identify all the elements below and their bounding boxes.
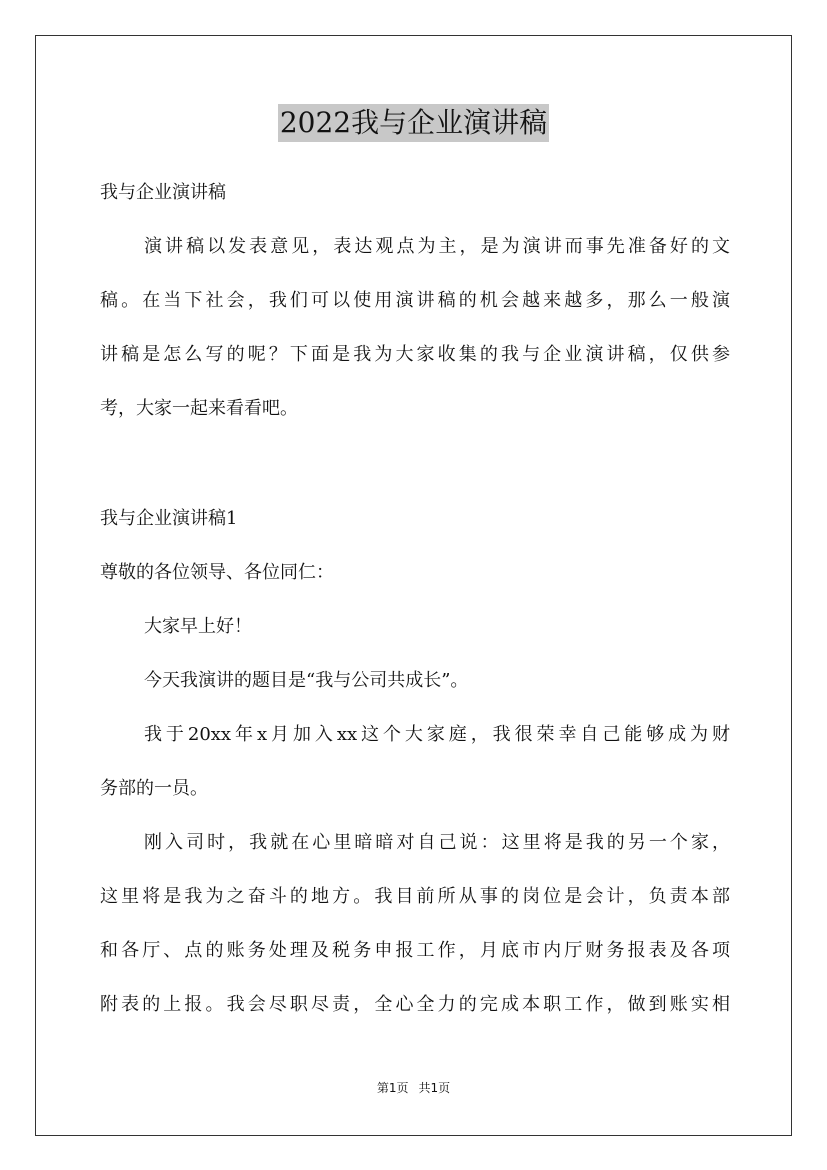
greeting	[100, 600, 730, 654]
paragraph-line: 这里将是我为之奋斗的地方。我目前所从事的岗位是会计，负责本部	[100, 886, 730, 907]
intro-line: 演讲稿以发表意见，表达观点为主，是为演讲而事先准备好的文	[144, 236, 730, 257]
document-title: 2022我与企业演讲稿	[278, 104, 549, 142]
greeting-text: 大家早上好！	[144, 616, 252, 637]
topic-text: 今天我演讲的题目是“我与公司共成长”。	[144, 670, 469, 691]
page-footer	[0, 1080, 827, 1096]
paragraph-line: 务部的一员。	[100, 778, 208, 799]
section-heading	[100, 492, 730, 546]
topic-paragraph	[100, 654, 730, 708]
paragraph-line: 和各厅、点的账务处理及税务申报工作，月底市内厅财务报表及各项	[100, 940, 730, 961]
page-number-current: 第1页	[376, 1081, 409, 1095]
paragraph-line: 附表的上报。我会尽职尽责，全心全力的完成本职工作，做到账实相	[100, 994, 730, 1015]
salutation	[100, 546, 730, 600]
intro-line: 稿。在当下社会，我们可以使用演讲稿的机会越来越多，那么一般演	[100, 290, 730, 311]
intro-paragraph	[100, 220, 730, 436]
paragraph-line: 我于20xx年x月加入xx这个大家庭，我很荣幸自己能够成为财	[144, 724, 730, 745]
paragraph-2	[100, 816, 730, 1032]
section-heading-text: 我与企业演讲稿1	[100, 508, 238, 529]
paragraph-1	[100, 708, 730, 816]
intro-line: 考，大家一起来看看吧。	[100, 398, 298, 419]
salutation-text: 尊敬的各位领导、各位同仁：	[100, 562, 334, 583]
page-number-total: 共1页	[418, 1081, 451, 1095]
intro-line: 讲稿是怎么写的呢？下面是我为大家收集的我与企业演讲稿，仅供参	[100, 344, 730, 365]
document-subtitle	[100, 166, 730, 220]
paragraph-line: 刚入司时，我就在心里暗暗对自己说：这里将是我的另一个家，	[144, 832, 730, 853]
title-container	[0, 104, 827, 142]
subtitle-text: 我与企业演讲稿	[100, 182, 226, 203]
